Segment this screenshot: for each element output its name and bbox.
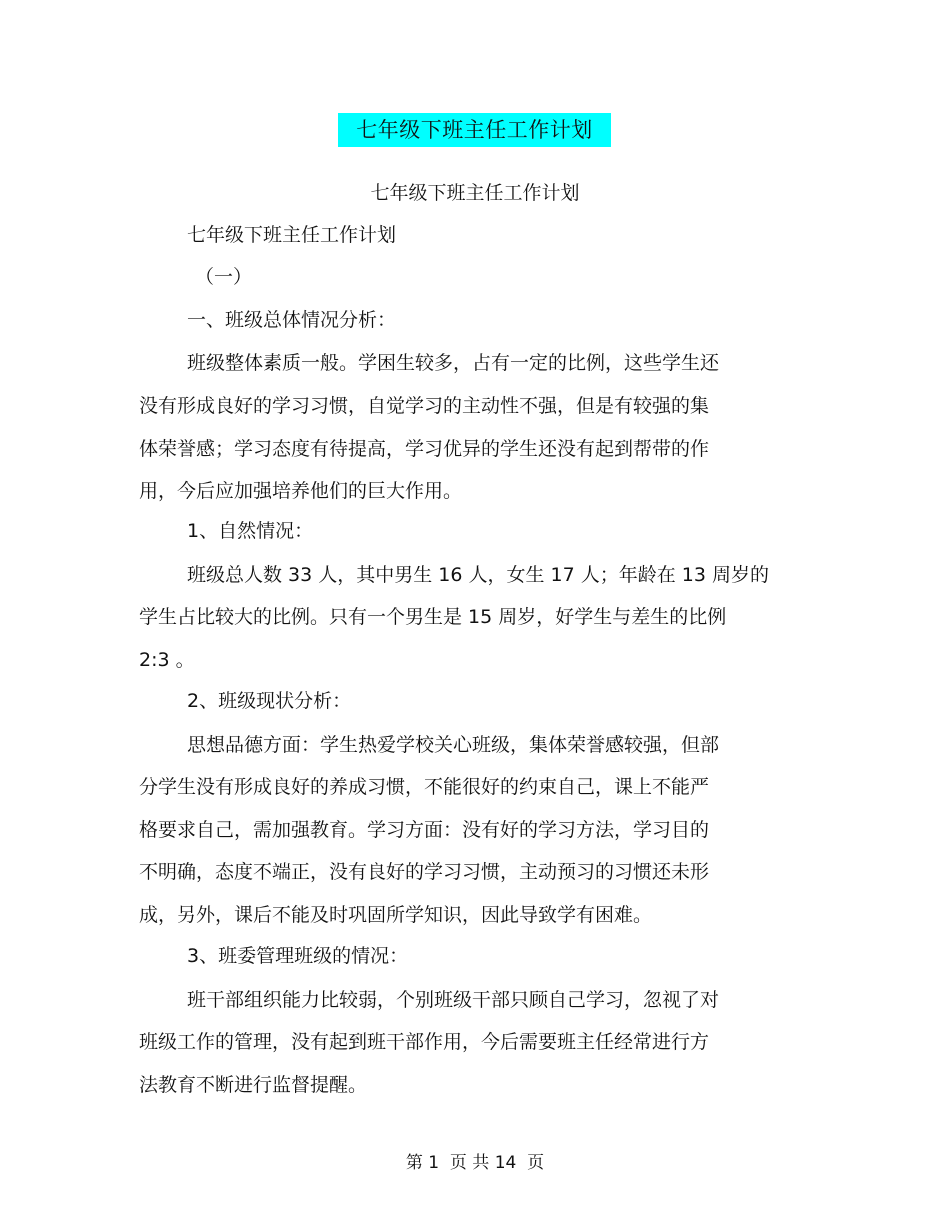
paragraph-line: 学生占比较大的比例。只有一个男生是 15 周岁，好学生与差生的比例 (139, 606, 727, 628)
page-footer: 第 1 页 共 14 页 (405, 1153, 545, 1173)
heading-committee: 3、班委管理班级的情况： (187, 945, 409, 967)
document-subtitle: 七年级下班主任工作计划 (370, 182, 580, 204)
paragraph-line: 成，另外，课后不能及时巩固所学知识，因此导致学有困难。 (139, 904, 653, 926)
section-heading: 七年级下班主任工作计划 (187, 224, 397, 246)
paragraph-line: 班级整体素质一般。学困生较多，占有一定的比例，这些学生还 (187, 352, 720, 374)
paragraph-line: 体荣誉感；学习态度有待提高，学习优异的学生还没有起到帮带的作 (139, 438, 710, 460)
paragraph-line: 班级总人数 33 人，其中男生 16 人，女生 17 人；年龄在 13 周岁的 (187, 564, 770, 586)
document-title: 七年级下班主任工作计划 (338, 113, 611, 147)
paragraph-line: 班干部组织能力比较弱，个别班级干部只顾自己学习，忽视了对 (187, 989, 720, 1011)
paragraph-line: 班级工作的管理，没有起到班干部作用，今后需要班主任经常进行方 (139, 1031, 710, 1053)
paragraph-line: 不明确，态度不端正，没有良好的学习习惯，主动预习的习惯还未形 (139, 861, 710, 883)
paragraph-line: 格要求自己，需加强教育。学习方面：没有好的学习方法，学习目的 (139, 819, 710, 841)
paragraph-line: 思想品德方面：学生热爱学校关心班级，集体荣誉感较强，但部 (187, 734, 720, 756)
part-number: （一） (195, 266, 253, 288)
paragraph-line: 分学生没有形成良好的养成习惯，不能很好的约束自己，课上不能严 (139, 776, 710, 798)
heading-natural-situation: 1、自然情况： (187, 520, 314, 542)
heading-class-analysis: 一、班级总体情况分析： (187, 309, 397, 331)
paragraph-line: 2:3 。 (139, 649, 195, 671)
heading-current-status: 2、班级现状分析： (187, 690, 352, 712)
paragraph-line: 用，今后应加强培养他们的巨大作用。 (139, 480, 463, 502)
paragraph-line: 法教育不断进行监督提醒。 (139, 1074, 368, 1096)
paragraph-line: 没有形成良好的学习习惯，自觉学习的主动性不强，但是有较强的集 (139, 395, 710, 417)
